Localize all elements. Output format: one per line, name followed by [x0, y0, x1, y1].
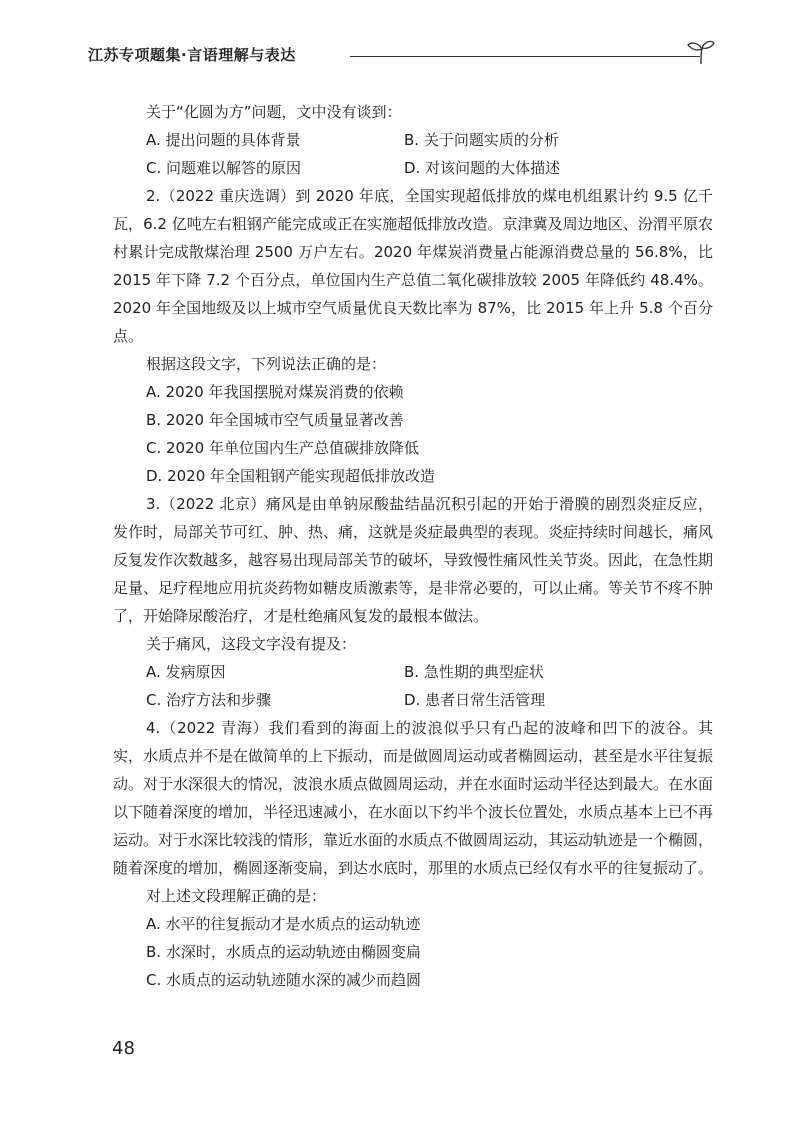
q3-stem: 关于痛风，这段文字没有提及：	[146, 635, 357, 653]
header-title: 江苏专项题集·言语理解与表达	[88, 46, 296, 64]
q2-passage: 2.（2022 重庆选调）到 2020 年底，全国实现超低排放的煤电机组累计约 9.5 亿千瓦，6.2 亿吨左右粗钢产能完成或正在实施超低排放改造。京津冀及周边地区、汾渭平原农村累计完成散煤治理 2500 万户左右。2020 年煤炭消费量占能源消费总量的 56.8%，比 2015 年下降 7.2 个百分点，单位国内生产总值二氧化碳排放较 2005 年降低约 48.4%。2020 年全国地级及以上城市空气质量优良天数比率为 87%，比 2015 年上升 5.8 个百分点。	[113, 187, 713, 345]
q2-option-a: A. 2020 年我国摆脱对煤炭消费的依赖	[146, 383, 404, 401]
q1-stem: 关于“化圆为方”问题，文中没有谈到：	[146, 103, 402, 121]
q1-option-a: A. 提出问题的具体背景	[146, 131, 301, 149]
header-rule	[350, 56, 700, 57]
q4-option-c: C. 水质点的运动轨迹随水深的减少而趋圆	[146, 971, 422, 989]
q3-passage: 3.（2022 北京）痛风是由单钠尿酸盐结晶沉积引起的开始于滑膜的剧烈炎症反应，发作时，局部关节可红、肿、热、痛，这就是炎症最典型的表现。炎症持续时间越长，痛风反复发作次数越多，越容易出现局部关节的破坏，导致慢性痛风性关节炎。因此，在急性期足量、足疗程地应用抗炎药物如糖皮质激素等，是非常必要的，可以止痛。等关节不疼不肿了，开始降尿酸治疗，才是杜绝痛风复发的最根本做法。	[113, 495, 714, 625]
q1-option-d: D. 对该问题的大体描述	[404, 159, 561, 177]
page-number: 48	[112, 1038, 135, 1059]
q2-option-c: C. 2020 年单位国内生产总值碳排放降低	[146, 439, 419, 457]
q1-options	[113, 126, 713, 182]
q4-passage: 4.（2022 青海）我们看到的海面上的波浪似乎只有凸起的波峰和凹下的波谷。其实，水质点并不是在做简单的上下振动，而是做圆周运动或者椭圆运动，甚至是水平往复振动。对于水深很大的情况，波浪水质点做圆周运动，并在水面时运动半径达到最大。在水面以下随着深度的增加，半径迅速减小，在水面以下约半个波长位置处，水质点基本上已不再运动。对于水深比较浅的情形，靠近水面的水质点不做圆周运动，其运动轨迹是一个椭圆，随着深度的增加，椭圆逐渐变扁，到达水底时，那里的水质点已经仅有水平的往复振动了。	[113, 719, 714, 877]
q4-option-a: A. 水平的往复振动才是水质点的运动轨迹	[146, 915, 421, 933]
q2-option-b: B. 2020 年全国城市空气质量显著改善	[146, 411, 404, 429]
q2-option-d: D. 2020 年全国粗钢产能实现超低排放改造	[146, 467, 436, 485]
q2-stem: 根据这段文字，下列说法正确的是：	[146, 355, 387, 373]
q3-option-c: C. 治疗方法和步骤	[146, 691, 272, 709]
q1-option-b: B. 关于问题实质的分析	[404, 131, 559, 149]
q3-options	[113, 658, 713, 714]
q4-stem: 对上述文段理解正确的是：	[146, 887, 327, 905]
q4-option-b: B. 水深时，水质点的运动轨迹由椭圆变扁	[146, 943, 421, 961]
page-content	[113, 98, 713, 994]
q3-option-b: B. 急性期的典型症状	[404, 663, 544, 681]
sprout-icon	[686, 38, 716, 66]
running-header	[88, 38, 728, 68]
q1-option-c: C. 问题难以解答的原因	[146, 159, 302, 177]
q3-option-a: A. 发病原因	[146, 663, 226, 681]
q3-option-d: D. 患者日常生活管理	[404, 691, 546, 709]
